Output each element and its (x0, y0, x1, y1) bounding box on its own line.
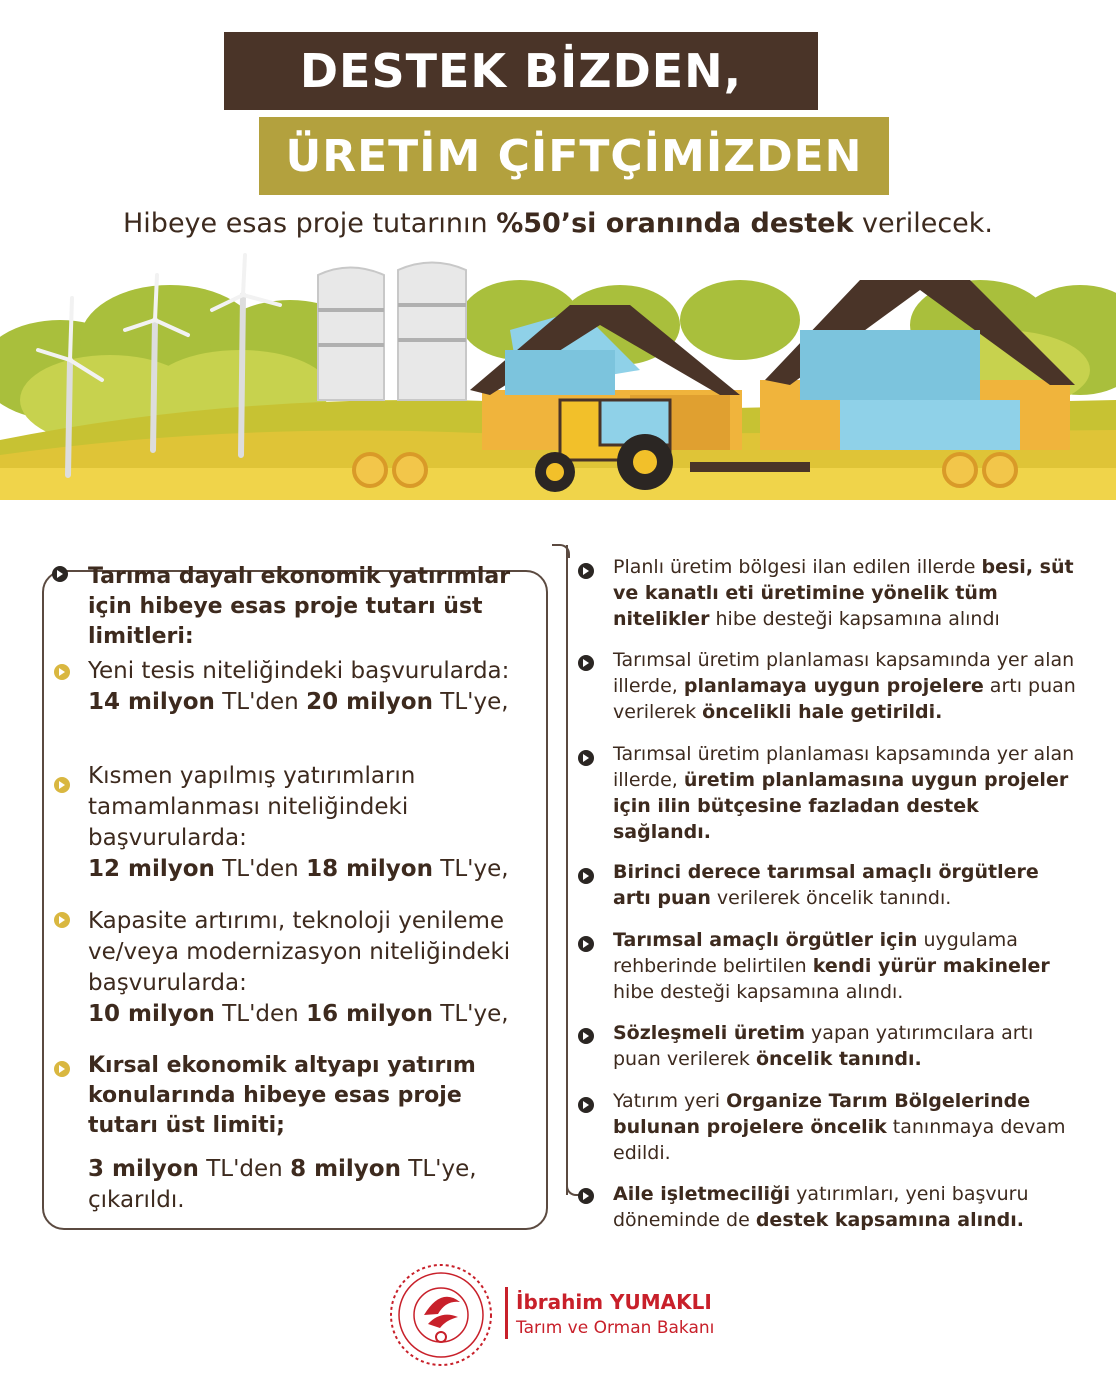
right-item-3: Tarımsal üretim planlaması kapsamında yer alan illerde, üretim planlamasına uygun projeler için ilin bütçesine fazladan destek sağlandı. (613, 743, 1075, 843)
right-item-8: Aile işletmeciliği yatırımları, yeni başvuru döneminde de destek kapsamına alındı. (613, 1183, 1029, 1231)
title-banner-2 (259, 117, 889, 195)
arrow-bullet-icon (578, 563, 594, 579)
right-item-7: Yatırım yeri Organize Tarım Bölgelerinde bulunan projelere öncelik tanınmaya devam edildi. (613, 1090, 1066, 1164)
right-item-2: Tarımsal üretim planlaması kapsamında yer alan illerde, planlamaya uygun projelere artı puan verilerek öncelikli hale getirildi. (613, 649, 1076, 723)
arrow-bullet-icon (578, 1188, 594, 1204)
arrow-bullet-icon (578, 868, 594, 884)
arrow-bullet-icon (54, 912, 70, 928)
subtitle: Hibeye esas proje tutarının %50’si oranında destek verilecek. (123, 208, 993, 239)
arrow-bullet-icon (578, 1097, 594, 1113)
signature-divider (505, 1287, 508, 1339)
arrow-bullet-icon (54, 664, 70, 680)
left-item-2: Kısmen yapılmış yatırımların tamamlanması niteliğindeki başvurularda: 12 milyon TL'den 18 milyon TL'ye, (88, 763, 509, 882)
left-item-4: 3 milyon TL'den 8 milyon TL'ye, çıkarıldı. (88, 1156, 477, 1213)
arrow-bullet-icon (578, 1028, 594, 1044)
arrow-bullet-icon (54, 1061, 70, 1077)
title-banner-1 (224, 32, 818, 110)
left-heading-1: Tarıma dayalı ekonomik yatırımlar için hibeye esas proje tutarı üst limitleri: (88, 564, 511, 649)
title-line-2: ÜRETİM ÇİFTÇİMİZDEN (285, 130, 863, 182)
arrow-bullet-icon (54, 777, 70, 793)
arrow-bullet-icon (578, 655, 594, 671)
right-item-6: Sözleşmeli üretim yapan yatırımcılara artı puan verilerek öncelik tanındı. (613, 1022, 1034, 1070)
minister-name: İbrahim YUMAKLI (516, 1290, 712, 1314)
arrow-bullet-icon (578, 750, 594, 766)
arrow-bullet-icon (578, 936, 594, 952)
farm-illustration (0, 250, 1116, 500)
ministry-seal-logo (388, 1262, 494, 1368)
timeline-line (566, 545, 569, 1195)
right-item-1: Planlı üretim bölgesi ilan edilen illerde besi, süt ve kanatlı eti üretimine yönelik tüm nitelikler hibe desteği kapsamına alındı (613, 556, 1074, 630)
minister-title: Tarım ve Orman Bakanı (516, 1318, 715, 1338)
right-item-5: Tarımsal amaçlı örgütler için uygulama rehberinde belirtilen kendi yürür makineler hibe desteği kapsamına alındı. (613, 929, 1050, 1003)
title-line-1: DESTEK BİZDEN, (299, 44, 743, 98)
left-item-1: Yeni tesis niteliğindeki başvurularda: 14 milyon TL'den 20 milyon TL'ye, (88, 658, 510, 715)
arrow-bullet-icon (52, 566, 68, 582)
right-item-4: Birinci derece tarımsal amaçlı örgütlere artı puan verilerek öncelik tanındı. (613, 861, 1039, 909)
left-heading-2: Kırsal ekonomik altyapı yatırım konularında hibeye esas proje tutarı üst limiti; (88, 1053, 476, 1138)
left-item-3: Kapasite artırımı, teknoloji yenileme ve/veya modernizasyon niteliğindeki başvurularda: 10 milyon TL'den 16 milyon TL'ye, (88, 908, 511, 1027)
